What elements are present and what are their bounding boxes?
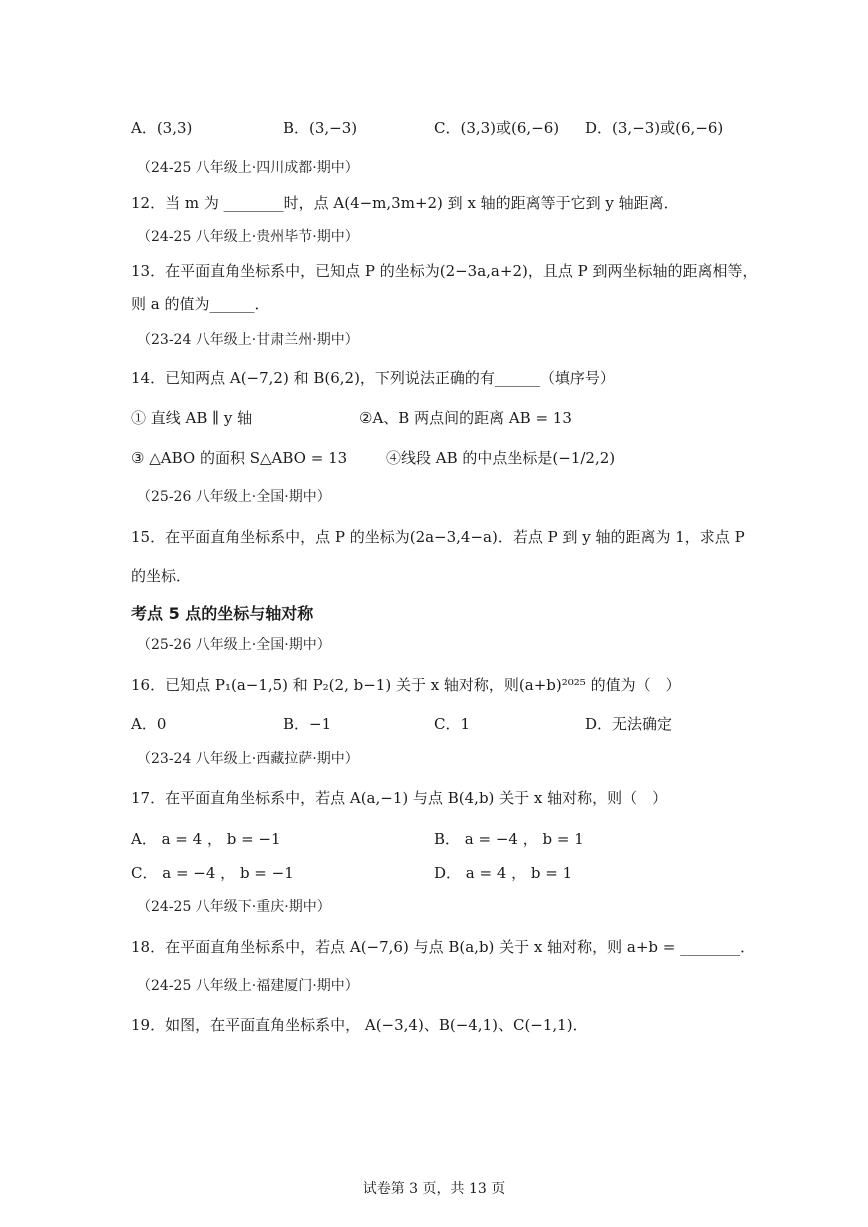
q16-option-a: A．0 [131,715,167,733]
q14-item-4: ④线段 AB 的中点坐标是(−1/2,2) [386,449,616,467]
q15-text-line1: 15．在平面直角坐标系中，点 P 的坐标为(2a−3,4−a)．若点 P 到 y 轴的距离为 1，求点 P [131,528,745,546]
q19-source: （24-25 八年级上·福建厦门·期中） [137,978,359,994]
q15-text-line2: 的坐标． [131,567,192,585]
q14-text: 14．已知两点 A(−7,2) 和 B(6,2)，下列说法正确的有______（填序号） [131,369,615,387]
q14-item-1: ① 直线 AB ∥ y 轴 [131,409,253,427]
q17-text: 17．在平面直角坐标系中，若点 A(a,−1) 与点 B(4,b) 关于 x 轴对称，则（ ） [131,789,668,807]
q19-text: 19．如图，在平面直角坐标系中， A(−3,4)、B(−4,1)、C(−1,1)． [131,1016,588,1034]
q13-source: （24-25 八年级上·贵州毕节·期中） [137,229,359,245]
q17-option-d: D． a = 4 ， b = 1 [434,864,573,882]
q12-source: （24-25 八年级上·四川成都·期中） [137,160,359,176]
q17-option-a: A． a = 4 ， b = −1 [131,830,281,848]
q16-option-c: C．1 [434,715,471,733]
q17-option-b: B． a = −4 ， b = 1 [434,830,584,848]
q14-source: （23-24 八年级上·甘肃兰州·期中） [137,332,359,348]
q16-source: （25-26 八年级上·全国·期中） [137,637,331,653]
q12-text: 12．当 m 为 ________时，点 A(4−m,3m+2) 到 x 轴的距离等于它到 y 轴距离． [131,194,679,212]
q14-item-2: ②A、B 两点间的距离 AB = 13 [359,409,572,427]
q17-source: （23-24 八年级上·西藏拉萨·期中） [137,751,359,767]
q11-option-a: A．(3,3) [131,119,193,137]
q18-text: 18．在平面直角坐标系中，若点 A(−7,6) 与点 B(a,b) 关于 x 轴对称，则 a+b = ________． [131,938,756,956]
q14-item-3: ③ △ABO 的面积 S△ABO = 13 [131,449,348,467]
q11-option-c: C．(3,3)或(6,−6) [434,119,560,137]
q16-text: 16．已知点 P₁(a−1,5) 和 P₂(2, b−1) 关于 x 轴对称，则(a+b)²⁰²⁵ 的值为（ ） [131,676,681,694]
page-footer: 试卷第 3 页，共 13 页 [362,1181,506,1197]
q11-option-b: B．(3,−3) [283,119,358,137]
q13-text-line2: 则 a 的值为______． [131,295,270,313]
section-5-heading: 考点 5 点的坐标与轴对称 [131,604,314,623]
q17-option-c: C． a = −4 ， b = −1 [131,864,294,882]
q16-option-b: B．−1 [283,715,332,733]
q13-text-line1: 13．在平面直角坐标系中，已知点 P 的坐标为(2−3a,a+2)，且点 P 到两坐标轴的距离相等， [131,262,758,280]
q15-source: （25-26 八年级上·全国·期中） [137,489,331,505]
q16-option-d: D．无法确定 [585,715,673,733]
q18-source: （24-25 八年级下·重庆·期中） [137,899,331,915]
q11-option-d: D．(3,−3)或(6,−6) [585,119,724,137]
